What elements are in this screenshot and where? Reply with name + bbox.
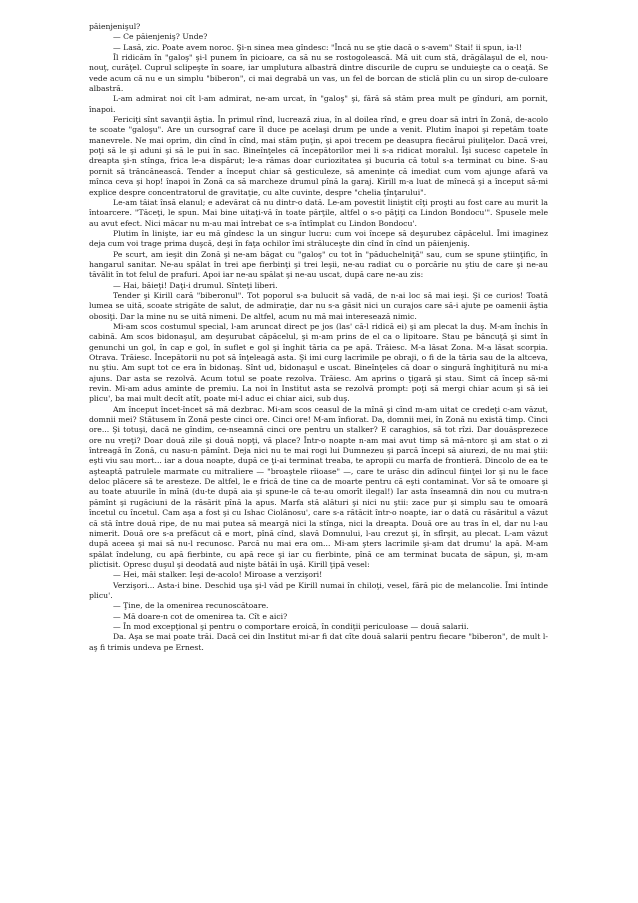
paragraph: — Mă doare-n cot de omenirea ta. Cît e aici? — [113, 611, 288, 621]
paragraph: Verzişori... Asta-i bine. Deschid uşa şi-l văd pe Kirill numai în chiloţi, vesel, fără pic de melancolie. Îmi întinde plicu'. — [89, 580, 548, 600]
document-page — [89, 22, 548, 882]
paragraph: Le-am tăiat însă elanul; e adevărat că nu dintr-o dată. Le-am povestit liniştit cîţi proşti au fost care au murit la întoarcere. "Tăceţi, le spun. Mai bine uitaţi-vă în toate părţile, altfel o s-o păţiţi ca Lindon Bondocu'". Spusele mele au avut efect. Nici măcar nu m-au mai întrebat ce s-a întîmplat cu Lindon Bondocu'. — [89, 197, 548, 228]
paragraph: — În mod excepţional şi pentru o comportare eroică, în condiţii periculoase — două salarii. — [113, 621, 469, 631]
paragraph: — Ce păienjeniş? Unde? — [113, 32, 208, 42]
paragraph: — Lasă, zic. Poate avem noroc. Şi-n sinea mea gîndesc: "Încă nu se ştie dacă o s-avem" Stai! ii spun, ia-l! — [113, 42, 522, 52]
paragraph: păienjenişul? — [89, 22, 141, 31]
paragraph: Tender şi Kirill cară "biberonul". Tot poporul s-a bulucit să vadă, de n-ai loc să mai ieşi. Şi ce curios! Toată lumea se uită, scoate strigăte de salut, de admiraţie, dar nu s-a găsit nici un curajos care să-i ajute pe oamenii ăştia obosiţi. Dar la mine nu se uită nimeni. De altfel, acum nu mă mai interesează nimic. — [89, 290, 548, 321]
paragraph: — Ţine, de la omenirea recunoscătoare. — [113, 601, 269, 611]
paragraph: — Hai, băieţi! Daţi-i drumul. Sînteţi liberi. — [113, 280, 278, 290]
paragraph: Da. Aşa se mai poate trăi. Dacă cei din Institut mi-ar fi dat cîte două salarii pentru fiecare "biberon", de mult l-aş fi trimis undeva pe Ernest. — [89, 632, 548, 652]
paragraph: Mi-am scos costumul special, l-am aruncat direct pe jos (las' că-l ridică ei) şi am plecat la duş. M-am închis în cabină. Am scos bidonaşul, am deşurubat căpăcelul, şi m-am prins de el ca o lipitoare. Stau pe băncuţă şi simt în genunchi un gol, în cap e gol, în suflet e gol şi înghit tăria ca pe apă. Trăiesc. M-a lăsat Zona. M-a lăsat scorpia. Otrava. Trăiesc. Începătorii nu pot să înţeleagă asta. Şi imi curg lacrimile pe obraji, o fi de la tăria sau de la altceva, nu ştiu. Am supt tot ce era în bidonaş. Sînt ud, bidonaşul e uscat. Bineînţeles că doar o singură înghiţitură nu mi-a ajuns. Dar asta se rezolvă. Acum totul se poate rezolva. Trăiesc. Am aprins o ţigară şi stau. Simt că încep să-mi revin. Mi-am adus aminte de premiu. La noi în Institut asta se rezolvă prompt: poţi să mergi chiar acum şi să iei plicu', ba mai mult decît atît, poate mi-l aduc ei chiar aici, sub duş. — [89, 321, 548, 404]
paragraph: Îl ridicăm în "galoş" şi-l punem în picioare, ca să nu se rostogolească. Mă uit cum stă, drăgălaşul de el, nou-nouţ, curăţel. Cuprul sclipeşte în soare, iar umplutura albastră dintre discurile de cupru se unduieşte ca o ceaţă. Se vede acum că nu e un simplu "biberon", ci mai degrabă un vas, un fel de borcan de sticlă plin cu un sirop de-culoare albastră. — [89, 53, 548, 94]
paragraph: — Hei, măi stalker. Ieşi de-acolo! Miroase a verzişori! — [113, 570, 323, 580]
paragraph: Am început încet-încet să mă dezbrac. Mi-am scos ceasul de la mînă şi cînd m-am uitat ce credeţi c-am văzut, domnii mei? Stătusem în Zonă peste cinci ore. Cinci ore! M-am înfiorat. Da, domnii mei, în Zonă nu există timp. Cinci ore... Şi totuşi, dacă ne gîndim, ce-nseamnă cinci ore pentru un stalker? E caraghios, să tot rîzi. Dar douăsprezece ore nu vreţi? Doar două zile şi două nopţi, vă place? Într-o noapte n-am mai avut timp să mă-ntorc şi am stat o zi întreagă în Zonă, cu nasu-n pămînt. Deja nici nu te mai rogi lui Dumnezeu şi parcă începi să aiurezi, de nu mai ştii: eşti viu sau mort... iar a doua noapte, după ce ţi-ai terminat treaba, te apropii cu marfa de frontieră. Dincolo de ea te aşteaptă patrulele marmate cu mitraliere — "broaştele rîioase" —, care te urăsc din adîncul fiinţei lor şi nu le face deloc plăcere să te aresteze. De altfel, le e frică de tine ca de moarte pentru că eşti contaminat. Vor să te omoare şi au toate atuurile în mînă (du-te după aia şi spune-le că te-au omorît ilegal!) Iar asta înseamnă din nou cu mutra-n pămînt şi rugăciuni de la răsărit pînă la apus. Marfa stă alături şi nici nu ştii: zace pur şi simplu sau te omoară încetul cu încetul. Cam aşa a fost şi cu Ishac Ciolănosu', care s-a rătăcit într-o noapte, iar o dată cu răsăritul a văzut că stă între două ripe, de nu mai putea să meargă nici la stînga, nici la dreapta. Două ore au tras în el, dar nu l-au nimerit. Două ore s-a prefăcut că e mort, pînă cînd, slavă Domnului, l-au crezut şi, în sfîrşit, au plecat. L-am văzut după aceea şi mai să nu-l recunosc. Parcă nu mai era om... Mi-am şters lacrimile şi-am dat drumu' la apă. M-am spălat îndelung, cu apă fierbinte, cu apă rece şi iar cu fierbinte, pînă ce am terminat bucata de săpun, şi, m-am plictisit. Opresc duşul şi deodată aud nişte bătăi în uşă. Kirill ţipă vesel: — [89, 404, 548, 569]
paragraph: Fericiţi sînt savanţii ăştia. În primul rînd, lucrează ziua, în al doilea rînd, e greu doar să intri în Zonă, de-acolo te scoate "galoşu". Are un cursograf care îl duce pe acelaşi drum pe unde a venit. Plutim înapoi şi repetăm toate manevrele. Ne mai oprim, din cînd în cînd, mai stăm puţin, şi apoi trecem pe deasupra fiecărui piuliţelor. Dacă vrei, poţi să le şi aduni şi să le pui în sac. Bineînţeles că începătorilor mei li s-a ridicat moralul. Îşi sucesc capetele în dreapta şi-n stînga, frica le-a dispărut; le-a rămas doar curiozitatea şi bucuria că totul s-a terminat cu bine. S-au pornit să trăncănească. Tender a început chiar să gesticuleze, să amenințe că imediat cum vom ajunge afară va mînca ceva şi hop! înapoi în Zonă ca să marcheze drumul pînă la garaj. Kirill m-a luat de mînecă şi a început să-mi explice despre concentratorul de gravitaţie, cu alte cuvinte, despre "chelia ţînţarului". — [89, 115, 548, 197]
paragraph: Pe scurt, am ieşit din Zonă şi ne-am băgat cu "galoş" cu tot în "păduchelniţă" sau, cum se spune ştiinţific, în hangarul sanitar. Ne-au spălat în trei ape fierbinţi şi trei leşii, ne-au radiat cu o porcărie nu ştiu de care şi ne-au tăvălit în tot felul de prafuri. Apoi iar ne-au spălat şi ne-au uscat, după care ne-au zis: — [89, 249, 548, 280]
paragraph: Plutim în linişte, iar eu mă gîndesc la un singur lucru: cum voi începe să deşurubez căpăcelul. Îmi imaginez deja cum voi trage prima duşcă, deşi în faţa ochilor îmi străluceşte din cînd în cînd un păienjeniş. — [89, 228, 548, 249]
paragraph: L-am admirat noi cît l-am admirat, ne-am urcat, în "galoş" şi, fără să stăm prea mult pe gînduri, am pornit, înapoi. — [89, 94, 548, 114]
